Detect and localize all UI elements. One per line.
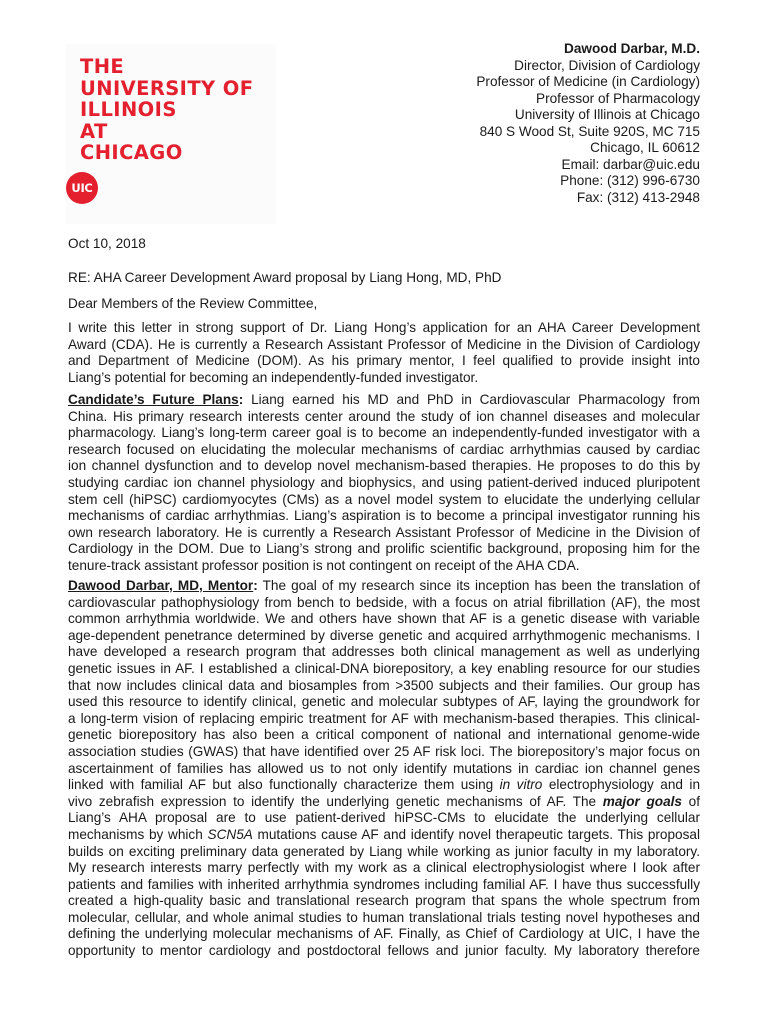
- text-line: Cardiology in the DOM. Due to Liang’s strong and prolific scientific background, proposing him for the: [68, 541, 700, 557]
- text-line: research focused on elucidating the molecular mechanisms of cardiac arrhythmias caused by cardiac: [68, 441, 700, 457]
- logo-line: AT: [80, 119, 108, 143]
- text-line: Liang’s AHA proposal are to use patient-derived hiPSC-CMs to elucidate the underlying cellular: [68, 810, 700, 826]
- logo-line: THE: [80, 55, 125, 78]
- text-line: patients and families with inherited arrhythmia syndromes including familial AF. I have thus successfully: [68, 876, 700, 892]
- sender-address-block: [476, 41, 700, 206]
- text-run: Liang earned his MD and PhD in Cardiovascular Pharmacology from: [243, 392, 700, 407]
- university-logo: [66, 44, 276, 224]
- text-line: genetic issues in AF. I established a clinical-DNA biorepository, a key enabling resource for our studies: [68, 660, 700, 676]
- sender-institution: University of Illinois at Chicago: [514, 107, 700, 122]
- text-line: Award (CDA). He is currently a Research Assistant Professor of Medicine in the Division of Cardiology: [68, 336, 700, 352]
- sender-name: Dawood Darbar, M.D.: [564, 41, 700, 56]
- text-line: studying cardiac ion channel physiology and biophysics, and using patient-derived induced pluripotent: [68, 474, 700, 490]
- logo-wordmark: [80, 56, 253, 164]
- logo-line: CHICAGO: [80, 141, 183, 165]
- text-line: cardiovascular pathophysiology from bench to bedside, with a focus on atrial fibrillation (AF), the most: [68, 594, 700, 610]
- text-line: have developed a research program that addresses both clinical management as well as underlying: [68, 644, 700, 660]
- heading-colon: :: [253, 578, 258, 593]
- text-line: a long-term vision of replacing empiric treatment for AF with mechanism-based therapies. This clinical-: [68, 710, 700, 726]
- text-line: [68, 827, 700, 844]
- text-line: stem cell (hiPSC) cardiomyocytes (CMs) as a novel model system to elucidate the underlying cellular: [68, 491, 700, 507]
- text-line: used this resource to identify clinical, genetic and molecular subtypes of AF, laying the groundwork for: [68, 694, 700, 710]
- uic-badge-icon: UIC: [66, 172, 98, 204]
- text-line: own research laboratory. He is currently a Research Assistant Professor of Medicine in the Division of: [68, 524, 700, 540]
- paragraph-mentor: [68, 578, 700, 960]
- text-line: association studies (GWAS) that have identified over 25 AF risk loci. The biorepository’s major focus on: [68, 743, 700, 759]
- section-heading: Candidate’s Future Plans: [68, 392, 239, 407]
- text-line: common arrhythmia worldwide. We and others have shown that AF is a genetic disease with variable: [68, 611, 700, 627]
- text-run: vivo zebrafish expression to identify the underlying genetic mechanisms of AF. The: [68, 793, 603, 809]
- text-run: of: [681, 793, 700, 809]
- text-line: [68, 578, 700, 595]
- sender-city: Chicago, IL 60612: [590, 140, 700, 155]
- text-line: mechanisms of cardiac arrhythmias. Liang’s aspiration is to become a principal investigator running his: [68, 508, 700, 524]
- text-line: pharmacology. Liang’s long-term career goal is to become an independently-funded investigator with a: [68, 425, 700, 441]
- text-line: molecular, cellular, and whole animal studies to human translational trials testing novel hypotheses and: [68, 909, 700, 925]
- italic-text: in vitro: [499, 777, 543, 793]
- letter-salutation: Dear Members of the Review Committee,: [68, 296, 318, 311]
- text-line: [68, 777, 700, 794]
- logo-line: UNIVERSITY OF: [80, 76, 254, 100]
- text-run: electrophysiology and in: [542, 777, 700, 793]
- paragraph-introduction: [68, 320, 700, 386]
- text-line: and Department of Medicine (DOM). As his primary mentor, I feel qualified to provide insight into: [68, 353, 700, 369]
- text-run: linked with familial AF but also functionally characterize them using: [68, 777, 500, 793]
- text-line: ascertainment of families has allowed us to not only identify mutations in cardiac ion channel genes: [68, 760, 700, 776]
- text-run: mechanisms by which: [68, 826, 208, 842]
- text-run: The goal of my research since its inception has been the translation of: [257, 578, 701, 593]
- text-line: created a high-quality basic and translational research program that spans the whole spectrum from: [68, 893, 700, 909]
- text-line: builds on exciting preliminary data generated by Liang while working as junior faculty in my laboratory.: [68, 843, 700, 859]
- text-line: ion channel dysfunction and to develop novel mechanism-based therapies. He proposes to do this by: [68, 458, 700, 474]
- text-line: China. His primary research interests center around the study of ion channel diseases and molecular: [68, 408, 700, 424]
- text-line: I write this letter in strong support of Dr. Liang Hong’s application for an AHA Career Development: [68, 320, 700, 335]
- gene-name: SCN5A: [207, 826, 253, 842]
- section-heading: Dawood Darbar, MD, Mentor: [68, 578, 254, 593]
- text-line: age-dependent penetrance determined by diverse genetic and acquired arrhythmogenic mechanisms. I: [68, 627, 700, 643]
- text-line: genetic biorepository has also been a critical component of national and international genome-wide: [68, 727, 700, 743]
- sender-fax: Fax: (312) 413-2948: [576, 189, 700, 205]
- sender-title: Director, Division of Cardiology: [514, 57, 700, 73]
- text-line: Liang’s potential for becoming an independently-funded investigator.: [68, 369, 479, 385]
- text-run: mutations cause AF and identify novel therapeutic targets. This proposal: [252, 826, 700, 842]
- letter-subject: RE: AHA Career Development Award proposal by Liang Hong, MD, PhD: [68, 270, 502, 285]
- text-line: defining the underlying molecular mechanisms of AF. Finally, as Chief of Cardiology at UIC, I have the: [68, 926, 700, 942]
- paragraph-candidate-plans: [68, 392, 700, 575]
- text-line: My research interests marry perfectly with my work as a clinical electrophysiologist where I look after: [68, 860, 700, 876]
- sender-phone: Phone: (312) 996-6730: [560, 173, 700, 188]
- letter-date: Oct 10, 2018: [68, 236, 146, 251]
- sender-title: Professor of Pharmacology: [536, 90, 700, 106]
- sender-email: Email: darbar@uic.edu: [561, 156, 700, 172]
- sender-street: 840 S Wood St, Suite 920S, MC 715: [479, 123, 700, 139]
- bold-italic-text: major goals: [602, 793, 682, 809]
- logo-line: ILLINOIS: [80, 98, 177, 122]
- text-line: [68, 794, 700, 811]
- text-line: that now includes clinical data and biosamples from >3500 subjects and their families. Our group has: [68, 677, 700, 693]
- text-line: opportunity to mentor cardiology and postdoctoral fellows and junior faculty. My laboratory therefore: [68, 943, 700, 959]
- heading-colon: :: [238, 392, 244, 407]
- text-line: tenure-track assistant professor position is not contingent on receipt of the AHA CDA.: [68, 557, 580, 573]
- text-line: [68, 392, 700, 409]
- sender-title: Professor of Medicine (in Cardiology): [476, 74, 700, 89]
